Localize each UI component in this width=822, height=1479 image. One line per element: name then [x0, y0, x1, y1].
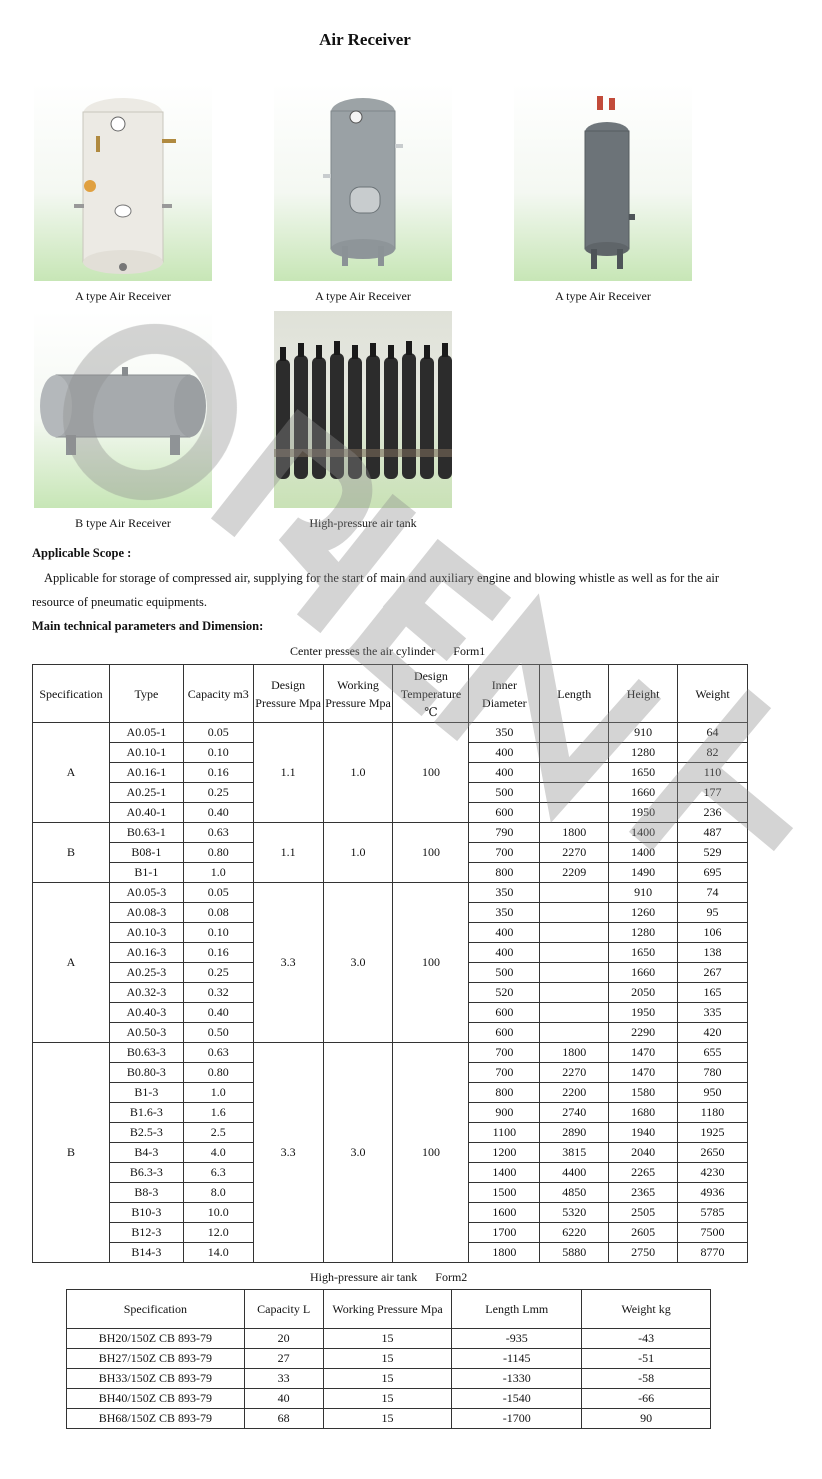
column-header: Weight kg	[582, 1290, 711, 1329]
spec-cell: A	[33, 723, 110, 823]
length-cell: 5880	[540, 1243, 609, 1263]
photo-caption: B type Air Receiver	[75, 516, 171, 530]
capacity-cell: 1.0	[183, 863, 253, 883]
inner-diameter-cell: 600	[469, 1023, 540, 1043]
inner-diameter-cell: 1700	[469, 1223, 540, 1243]
length-cell	[540, 783, 609, 803]
height-cell: 2605	[609, 1223, 678, 1243]
weight-cell: 267	[678, 963, 748, 983]
weight-cell: 695	[678, 863, 748, 883]
spec-cell: BH33/150Z CB 893-79	[67, 1369, 245, 1389]
inner-diameter-cell: 520	[469, 983, 540, 1003]
table-row	[33, 723, 748, 743]
capacity-cell: 0.50	[183, 1023, 253, 1043]
length-cell	[540, 803, 609, 823]
table-row	[67, 1369, 711, 1389]
temperature-cell: 100	[393, 823, 469, 883]
weight-cell: 7500	[678, 1223, 748, 1243]
weight-cell: 780	[678, 1063, 748, 1083]
length-cell	[540, 723, 609, 743]
column-header: Weight	[678, 665, 748, 723]
length-cell: 2209	[540, 863, 609, 883]
column-header: Height	[609, 665, 678, 723]
height-cell: 1260	[609, 903, 678, 923]
capacity-cell: 40	[244, 1389, 323, 1409]
table-row	[33, 823, 748, 843]
length-cell: 1800	[540, 823, 609, 843]
design-pressure-cell: 1.1	[253, 723, 323, 823]
design-pressure-cell: 1.1	[253, 823, 323, 883]
scope-text: Applicable for storage of compressed air, supplying for the start of main and auxiliary engine and blowing whistle as well as for the air resource of pneumatic equipments.	[32, 571, 719, 609]
length-cell: 4400	[540, 1163, 609, 1183]
capacity-cell: 0.05	[183, 883, 253, 903]
capacity-cell: 0.25	[183, 963, 253, 983]
column-header: Specification	[67, 1290, 245, 1329]
photo-a-type-white	[34, 84, 212, 281]
weight-cell: -51	[582, 1349, 711, 1369]
capacity-cell: 1.6	[183, 1103, 253, 1123]
column-header: Specification	[33, 665, 110, 723]
form2-table	[66, 1289, 711, 1429]
weight-cell: 106	[678, 923, 748, 943]
working-pressure-cell: 15	[323, 1409, 452, 1429]
photo-high-pressure-cylinders	[274, 311, 452, 508]
type-cell: B1-3	[109, 1083, 183, 1103]
inner-diameter-cell: 400	[469, 923, 540, 943]
type-cell: B1-1	[109, 863, 183, 883]
inner-diameter-cell: 1100	[469, 1123, 540, 1143]
capacity-cell: 10.0	[183, 1203, 253, 1223]
height-cell: 1660	[609, 963, 678, 983]
capacity-cell: 68	[244, 1409, 323, 1429]
spec-cell: B	[33, 1043, 110, 1263]
type-cell: B2.5-3	[109, 1123, 183, 1143]
length-cell	[540, 923, 609, 943]
type-cell: B08-1	[109, 843, 183, 863]
capacity-cell: 0.63	[183, 823, 253, 843]
length-cell: -1330	[452, 1369, 582, 1389]
height-cell: 2505	[609, 1203, 678, 1223]
length-cell: -1700	[452, 1409, 582, 1429]
type-cell: A0.16-3	[109, 943, 183, 963]
weight-cell: 5785	[678, 1203, 748, 1223]
working-pressure-cell: 15	[323, 1349, 452, 1369]
capacity-cell: 0.25	[183, 783, 253, 803]
column-header: Design Temperature ℃	[393, 665, 469, 723]
table-row	[67, 1409, 711, 1429]
inner-diameter-cell: 700	[469, 1043, 540, 1063]
column-header: Capacity L	[244, 1290, 323, 1329]
type-cell: A0.05-1	[109, 723, 183, 743]
inner-diameter-cell: 400	[469, 743, 540, 763]
spec-cell: B	[33, 823, 110, 883]
temperature-cell: 100	[393, 1043, 469, 1263]
inner-diameter-cell: 500	[469, 963, 540, 983]
weight-cell: 420	[678, 1023, 748, 1043]
capacity-cell: 0.05	[183, 723, 253, 743]
weight-cell: 2650	[678, 1143, 748, 1163]
height-cell: 2290	[609, 1023, 678, 1043]
length-cell	[540, 943, 609, 963]
weight-cell: 90	[582, 1409, 711, 1429]
inner-diameter-cell: 800	[469, 1083, 540, 1103]
weight-cell: -66	[582, 1389, 711, 1409]
capacity-cell: 33	[244, 1369, 323, 1389]
capacity-cell: 0.80	[183, 843, 253, 863]
type-cell: B6.3-3	[109, 1163, 183, 1183]
height-cell: 2750	[609, 1243, 678, 1263]
capacity-cell: 6.3	[183, 1163, 253, 1183]
type-cell: B4-3	[109, 1143, 183, 1163]
height-cell: 2265	[609, 1163, 678, 1183]
length-cell	[540, 1003, 609, 1023]
column-header: Inner Diameter	[469, 665, 540, 723]
working-pressure-cell: 1.0	[323, 823, 393, 883]
inner-diameter-cell: 900	[469, 1103, 540, 1123]
weight-cell: 64	[678, 723, 748, 743]
type-cell: A0.10-3	[109, 923, 183, 943]
height-cell: 2040	[609, 1143, 678, 1163]
length-cell: -1145	[452, 1349, 582, 1369]
type-cell: A0.40-1	[109, 803, 183, 823]
length-cell: 3815	[540, 1143, 609, 1163]
weight-cell: 4936	[678, 1183, 748, 1203]
length-cell	[540, 743, 609, 763]
form1-caption: Center presses the air cylinder Form1	[290, 644, 486, 658]
weight-cell: 82	[678, 743, 748, 763]
temperature-cell: 100	[393, 723, 469, 823]
inner-diameter-cell: 1500	[469, 1183, 540, 1203]
height-cell: 1400	[609, 843, 678, 863]
length-cell: 5320	[540, 1203, 609, 1223]
length-cell: 6220	[540, 1223, 609, 1243]
inner-diameter-cell: 800	[469, 863, 540, 883]
working-pressure-cell: 1.0	[323, 723, 393, 823]
capacity-cell: 0.40	[183, 803, 253, 823]
weight-cell: 8770	[678, 1243, 748, 1263]
capacity-cell: 20	[244, 1329, 323, 1349]
inner-diameter-cell: 600	[469, 1003, 540, 1023]
height-cell: 1280	[609, 743, 678, 763]
photo-a-type-slim	[514, 84, 692, 281]
height-cell: 1680	[609, 1103, 678, 1123]
height-cell: 1580	[609, 1083, 678, 1103]
length-cell	[540, 963, 609, 983]
weight-cell: 529	[678, 843, 748, 863]
weight-cell: 1925	[678, 1123, 748, 1143]
photo-caption: High-pressure air tank	[309, 516, 417, 530]
weight-cell: 487	[678, 823, 748, 843]
height-cell: 1950	[609, 1003, 678, 1023]
capacity-cell: 0.16	[183, 763, 253, 783]
column-header: Length Lmm	[452, 1290, 582, 1329]
working-pressure-cell: 3.0	[323, 883, 393, 1043]
inner-diameter-cell: 500	[469, 783, 540, 803]
height-cell: 1940	[609, 1123, 678, 1143]
spec-cell: BH68/150Z CB 893-79	[67, 1409, 245, 1429]
type-cell: B14-3	[109, 1243, 183, 1263]
length-cell: 2270	[540, 1063, 609, 1083]
inner-diameter-cell: 1400	[469, 1163, 540, 1183]
capacity-cell: 4.0	[183, 1143, 253, 1163]
weight-cell: 1180	[678, 1103, 748, 1123]
weight-cell: 4230	[678, 1163, 748, 1183]
capacity-cell: 0.16	[183, 943, 253, 963]
weight-cell: 110	[678, 763, 748, 783]
capacity-cell: 1.0	[183, 1083, 253, 1103]
capacity-cell: 0.32	[183, 983, 253, 1003]
weight-cell: 138	[678, 943, 748, 963]
length-cell: 2890	[540, 1123, 609, 1143]
table-row	[33, 883, 748, 903]
working-pressure-cell: 15	[323, 1389, 452, 1409]
table-row	[67, 1389, 711, 1409]
capacity-cell: 27	[244, 1349, 323, 1369]
capacity-cell: 8.0	[183, 1183, 253, 1203]
type-cell: A0.16-1	[109, 763, 183, 783]
length-cell: 4850	[540, 1183, 609, 1203]
column-header: Type	[109, 665, 183, 723]
temperature-cell: 100	[393, 883, 469, 1043]
capacity-cell: 0.80	[183, 1063, 253, 1083]
capacity-cell: 0.08	[183, 903, 253, 923]
design-pressure-cell: 3.3	[253, 1043, 323, 1263]
capacity-cell: 12.0	[183, 1223, 253, 1243]
type-cell: B12-3	[109, 1223, 183, 1243]
inner-diameter-cell: 600	[469, 803, 540, 823]
photo-b-type-horizontal	[34, 311, 212, 508]
type-cell: B1.6-3	[109, 1103, 183, 1123]
capacity-cell: 2.5	[183, 1123, 253, 1143]
inner-diameter-cell: 790	[469, 823, 540, 843]
type-cell: A0.25-1	[109, 783, 183, 803]
weight-cell: 74	[678, 883, 748, 903]
inner-diameter-cell: 1800	[469, 1243, 540, 1263]
table-header-row	[67, 1290, 711, 1329]
length-cell	[540, 763, 609, 783]
length-cell: 2200	[540, 1083, 609, 1103]
spec-cell: BH27/150Z CB 893-79	[67, 1349, 245, 1369]
type-cell: B0.80-3	[109, 1063, 183, 1083]
height-cell: 1650	[609, 763, 678, 783]
inner-diameter-cell: 1200	[469, 1143, 540, 1163]
type-cell: A0.05-3	[109, 883, 183, 903]
inner-diameter-cell: 350	[469, 723, 540, 743]
type-cell: B0.63-3	[109, 1043, 183, 1063]
table-header-row	[33, 665, 748, 723]
height-cell: 1950	[609, 803, 678, 823]
inner-diameter-cell: 700	[469, 1063, 540, 1083]
weight-cell: 165	[678, 983, 748, 1003]
params-heading: Main technical parameters and Dimension:	[32, 619, 264, 633]
height-cell: 1470	[609, 1043, 678, 1063]
type-cell: B0.63-1	[109, 823, 183, 843]
table-row	[67, 1349, 711, 1369]
inner-diameter-cell: 350	[469, 903, 540, 923]
height-cell: 1400	[609, 823, 678, 843]
weight-cell: 177	[678, 783, 748, 803]
height-cell: 910	[609, 883, 678, 903]
inner-diameter-cell: 700	[469, 843, 540, 863]
column-header: Working Pressure Mpa	[323, 665, 393, 723]
capacity-cell: 0.10	[183, 743, 253, 763]
inner-diameter-cell: 350	[469, 883, 540, 903]
length-cell: -935	[452, 1329, 582, 1349]
type-cell: A0.08-3	[109, 903, 183, 923]
working-pressure-cell: 3.0	[323, 1043, 393, 1263]
height-cell: 910	[609, 723, 678, 743]
type-cell: A0.10-1	[109, 743, 183, 763]
page-title: Air Receiver	[319, 30, 411, 49]
inner-diameter-cell: 400	[469, 943, 540, 963]
type-cell: B8-3	[109, 1183, 183, 1203]
form2-caption: High-pressure air tank Form2	[310, 1270, 468, 1284]
working-pressure-cell: 15	[323, 1329, 452, 1349]
length-cell	[540, 1023, 609, 1043]
height-cell: 1280	[609, 923, 678, 943]
spec-cell: A	[33, 883, 110, 1043]
height-cell: 1650	[609, 943, 678, 963]
height-cell: 2365	[609, 1183, 678, 1203]
capacity-cell: 0.40	[183, 1003, 253, 1023]
type-cell: A0.40-3	[109, 1003, 183, 1023]
weight-cell: 950	[678, 1083, 748, 1103]
photo-caption: A type Air Receiver	[555, 289, 651, 303]
weight-cell: 655	[678, 1043, 748, 1063]
inner-diameter-cell: 400	[469, 763, 540, 783]
weight-cell: -43	[582, 1329, 711, 1349]
scope-heading: Applicable Scope :	[32, 546, 132, 560]
spec-cell: BH20/150Z CB 893-79	[67, 1329, 245, 1349]
column-header: Capacity m3	[183, 665, 253, 723]
length-cell	[540, 903, 609, 923]
length-cell: 1800	[540, 1043, 609, 1063]
capacity-cell: 14.0	[183, 1243, 253, 1263]
table-row	[67, 1329, 711, 1349]
photo-a-type-grey	[274, 84, 452, 281]
type-cell: A0.50-3	[109, 1023, 183, 1043]
height-cell: 1470	[609, 1063, 678, 1083]
design-pressure-cell: 3.3	[253, 883, 323, 1043]
height-cell: 1490	[609, 863, 678, 883]
working-pressure-cell: 15	[323, 1369, 452, 1389]
weight-cell: 95	[678, 903, 748, 923]
column-header: Design Pressure Mpa	[253, 665, 323, 723]
table-row	[33, 1043, 748, 1063]
height-cell: 2050	[609, 983, 678, 1003]
photo-caption: A type Air Receiver	[75, 289, 171, 303]
length-cell	[540, 883, 609, 903]
inner-diameter-cell: 1600	[469, 1203, 540, 1223]
column-header: Length	[540, 665, 609, 723]
length-cell	[540, 983, 609, 1003]
weight-cell: -58	[582, 1369, 711, 1389]
type-cell: A0.32-3	[109, 983, 183, 1003]
length-cell: 2740	[540, 1103, 609, 1123]
length-cell: -1540	[452, 1389, 582, 1409]
column-header: Working Pressure Mpa	[323, 1290, 452, 1329]
photo-caption: A type Air Receiver	[315, 289, 411, 303]
capacity-cell: 0.10	[183, 923, 253, 943]
type-cell: B10-3	[109, 1203, 183, 1223]
form1-table	[32, 664, 748, 1263]
weight-cell: 335	[678, 1003, 748, 1023]
capacity-cell: 0.63	[183, 1043, 253, 1063]
spec-cell: BH40/150Z CB 893-79	[67, 1389, 245, 1409]
weight-cell: 236	[678, 803, 748, 823]
height-cell: 1660	[609, 783, 678, 803]
type-cell: A0.25-3	[109, 963, 183, 983]
length-cell: 2270	[540, 843, 609, 863]
